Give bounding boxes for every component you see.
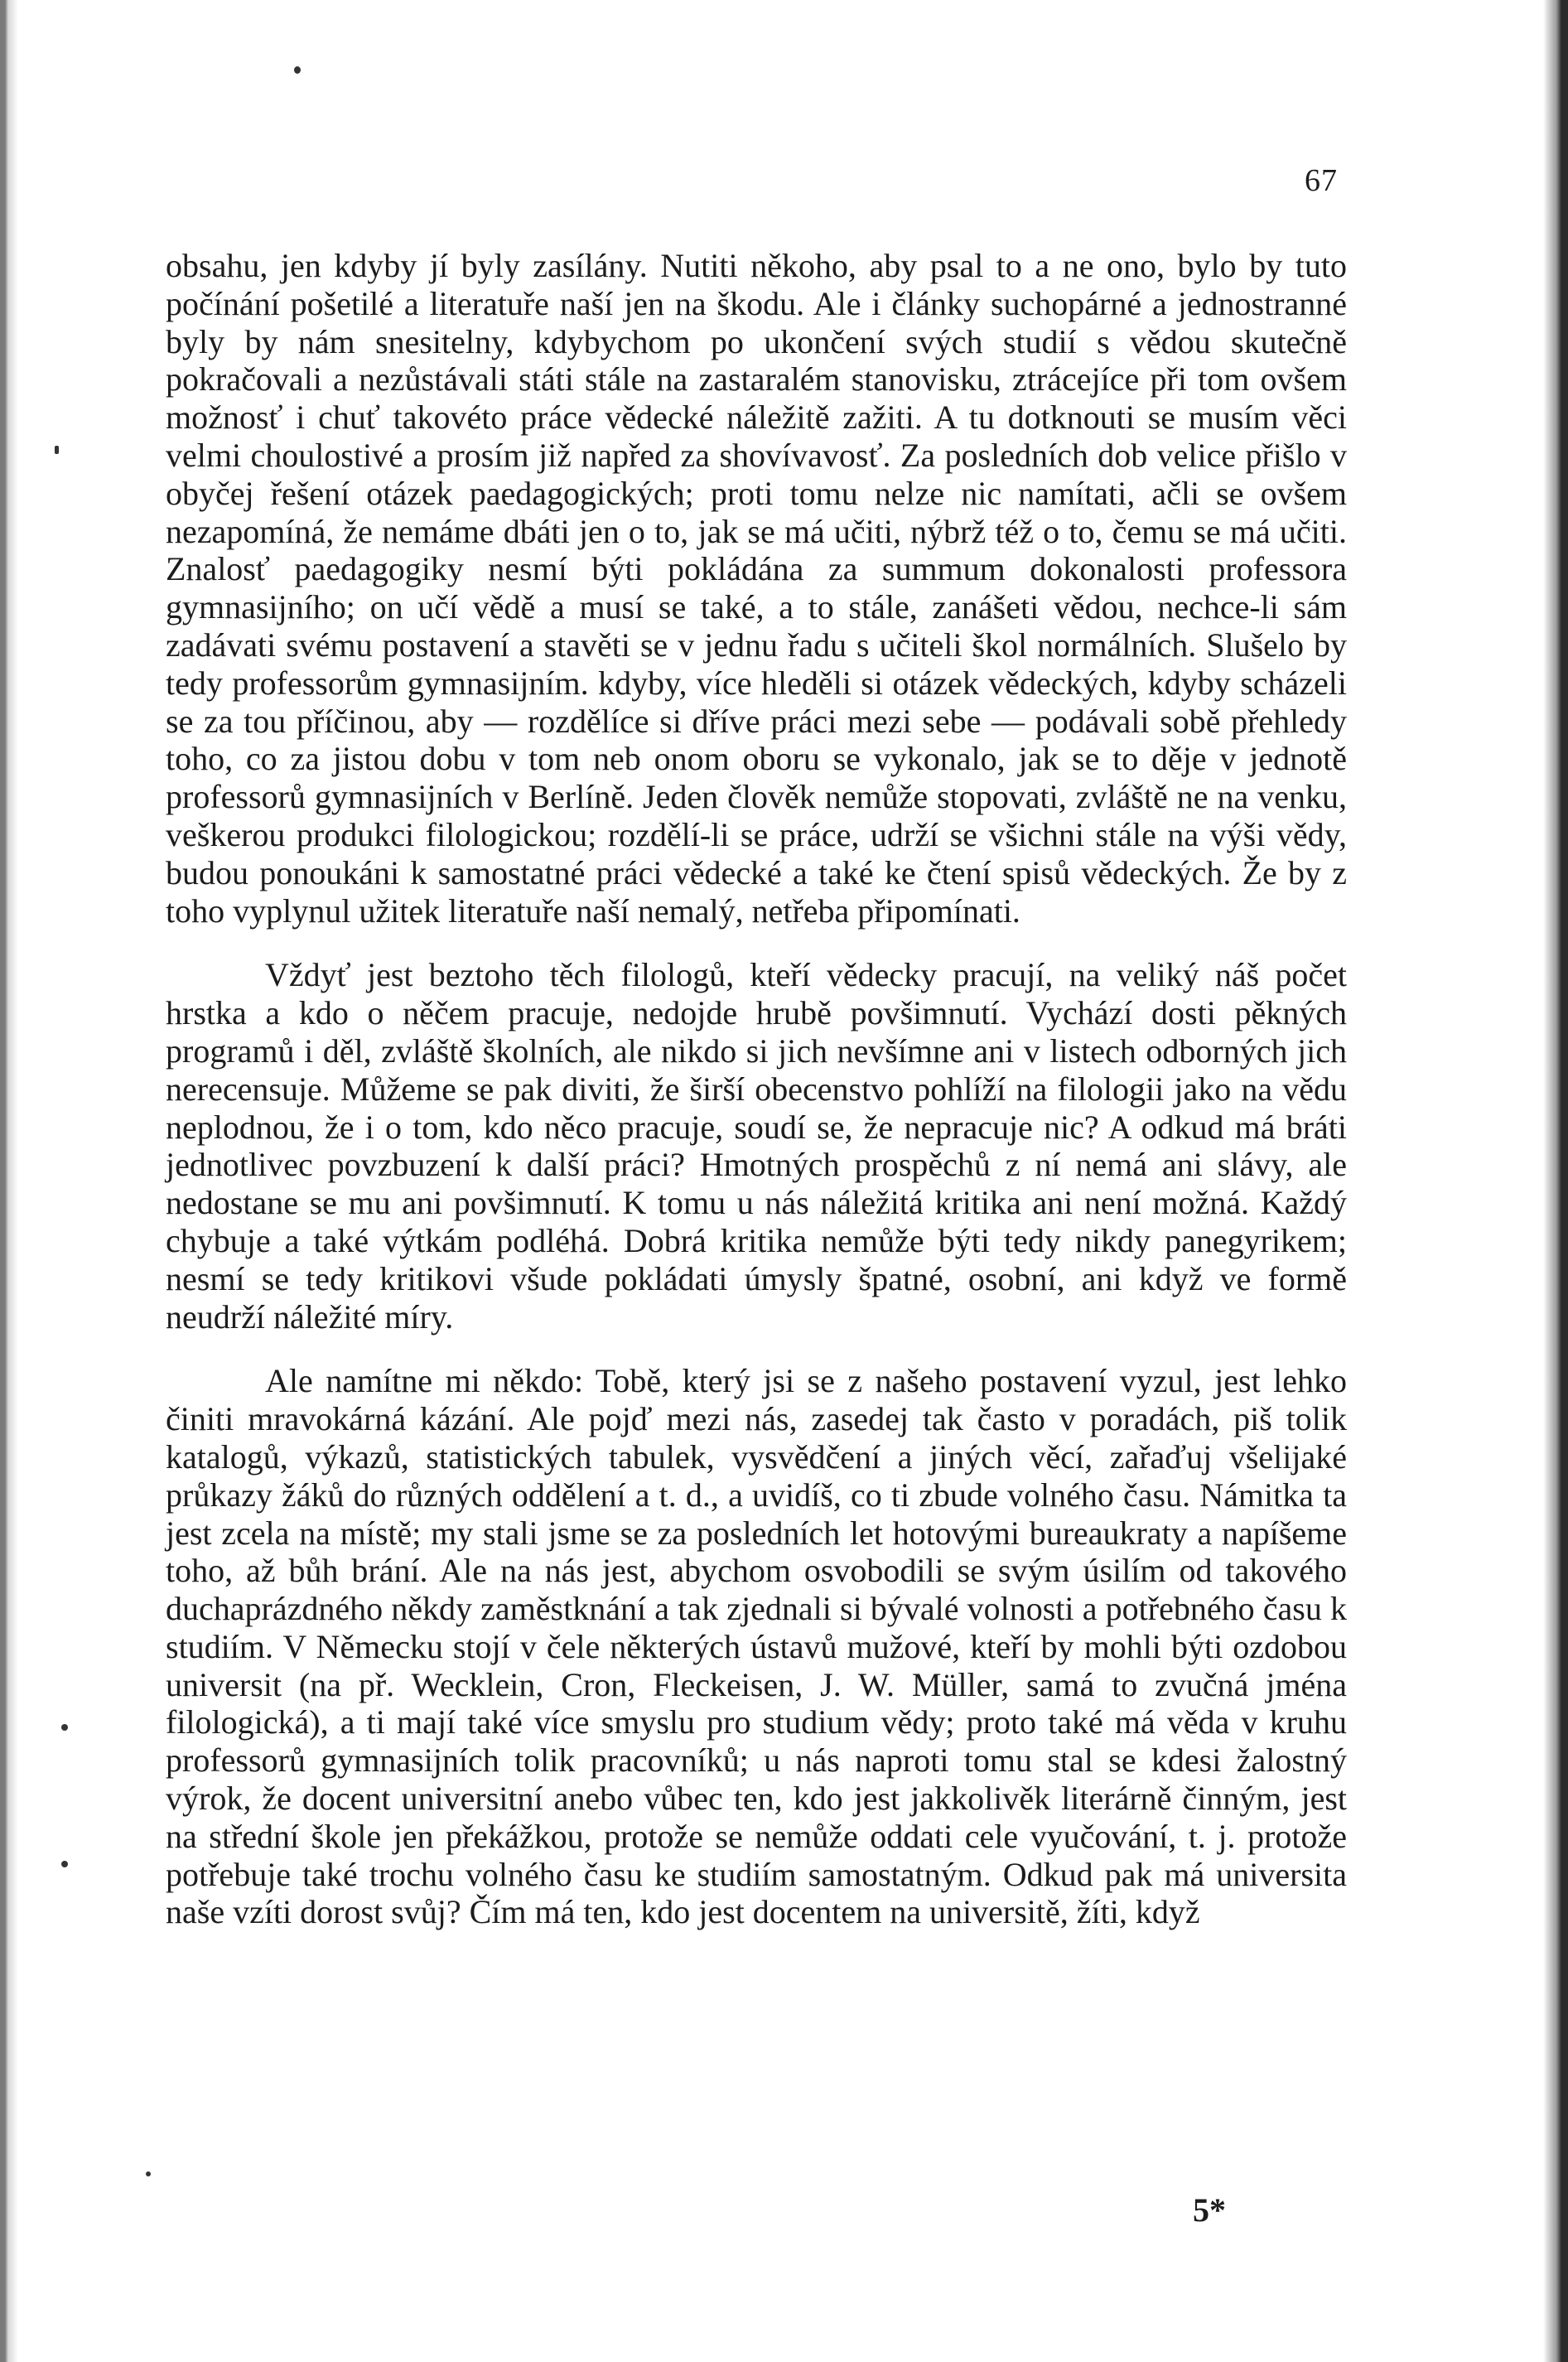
speck bbox=[55, 446, 59, 454]
right-page-edge bbox=[1543, 0, 1568, 2362]
speck bbox=[294, 66, 301, 74]
left-page-edge bbox=[0, 0, 18, 2362]
paragraph: obsahu, jen kdyby jí byly zasílány. Nutiti někoho, aby psal to a ne ono, bylo by tuto počínání pošetilé a literatuře naší jen na škodu. Ale i články suchopárné a jednostranné byly by nám snesitelny, kdybychom po ukončení svých studií s vědou skutečně pokračovali a nezůstávali státi stále na zastaralém stanovisku, ztrácejíce při tom ovšem možnosť i chuť takovéto práce vědecké náležitě zažiti. A tu dotknouti se musím věci velmi choulostivé a prosím již napřed za shovívavosť. Za posledních dob velice přišlo v obyčej řešení otázek paedagogických; proti tomu nelze nic namítati, ačli se ovšem nezapomíná, že nemáme dbáti jen o to, jak se má učiti, nýbrž též o to, čemu se má učiti. Znalosť paedagogiky nesmí býti pokládána za summum dokonalosti professora gymnasijního; on učí vědě a musí se také, a to stále, zanášeti vědou, nechce-li sám zadávati svému postavení a stavěti se v jednu řadu s učiteli škol normálních. Slušelo by tedy professorům gymnasijním. kdyby, více hleděli si otázek vědeckých, kdyby scházeli se za tou příčinou, aby — rozdělíce si dříve práci mezi sebe — podávali sobě přehledy toho, co za jistou dobu v tom neb onom oboru se vykonalo, jak se to děje v jednotě professorů gymnasijních v Berlíně. Jeden člověk nemůže stopovati, zvláště ne na venku, veškerou produkci filologickou; rozdělí-li se práce, udrží se všichni stále na výši vědy, budou ponoukáni k samostatné práci vědecké a také ke čtení spisů vědeckých. Že by z toho vyplynul užitek literatuře naší nemalý, netřeba připomínati. bbox=[166, 247, 1347, 930]
body-text bbox=[166, 247, 1347, 1931]
paragraph: Vždyť jest beztoho těch filologů, kteří vědecky pracují, na veliký náš počet hrstka a kdo o něčem pracuje, nedojde hrubě povšimnutí. Vychází dosti pěkných programů i děl, zvláště školních, ale nikdo si jich nevšímne ani v listech odborných jich nerecensuje. Můžeme se pak diviti, že širší obecenstvo pohlíží na filologii jako na vědu neplodnou, že i o tom, kdo něco pracuje, soudí se, že nepracuje nic? A odkud má bráti jednotlivec povzbuzení k další práci? Hmotných prospěchů z ní nemá ani slávy, ale nedostane se mu ani povšimnutí. K tomu u nás náležitá kritika ani není možná. Každý chybuje a také výtkám podléhá. Dobrá kritika nemůže býti tedy nikdy panegyrikem; nesmí se tedy kritikovi všude pokládati úmysly špatné, osobní, ani když ve formě neudrží náležité míry. bbox=[166, 956, 1347, 1336]
page-number: 67 bbox=[1305, 163, 1338, 198]
speck bbox=[61, 1724, 68, 1731]
speck bbox=[61, 1861, 68, 1867]
paragraph: Ale namítne mi někdo: Tobě, který jsi se z našeho postavení vyzul, jest lehko činiti mravokárná kázání. Ale pojď mezi nás, zasedej tak často v poradách, piš tolik katalogů, výkazů, statistických tabulek, vysvědčení a jiných věcí, zařaďuj všelijaké průkazy žáků do různých oddělení a t. d., a uvidíš, co ti zbude volného času. Námitka ta jest zcela na místě; my stali jsme se za posledních let hotovými bureaukraty a napíšeme toho, až bůh brání. Ale na nás jest, abychom osvobodili se svým úsilím od takového duchaprázdného někdy zaměstknání a tak zjednali si bývalé volnosti a potřebného času k studiím. V Německu stojí v čele některých ústavů mužové, kteří by mohli býti ozdobou universit (na př. Wecklein, Cron, Fleckeisen, J. W. Müller, samá to zvučná jména filologická), a ti mají také více smyslu pro studium vědy; proto také má věda v kruhu professorů gymnasijních tolik pracovníků; u nás naproti tomu stal se kdesi žalostný výrok, že docent universitní anebo vůbec ten, kdo jest jakkolivěk literárně činným, jest na střední škole jen překážkou, protože se nemůže oddati cele vyučování, t. j. protože potřebuje také trochu volného času ke studiím samostatným. Odkud pak má universita naše vzíti dorost svůj? Čím má ten, kdo jest docentem na universitě, žíti, když bbox=[166, 1362, 1347, 1931]
speck bbox=[146, 2171, 151, 2176]
signature-mark: 5* bbox=[1193, 2191, 1226, 2229]
